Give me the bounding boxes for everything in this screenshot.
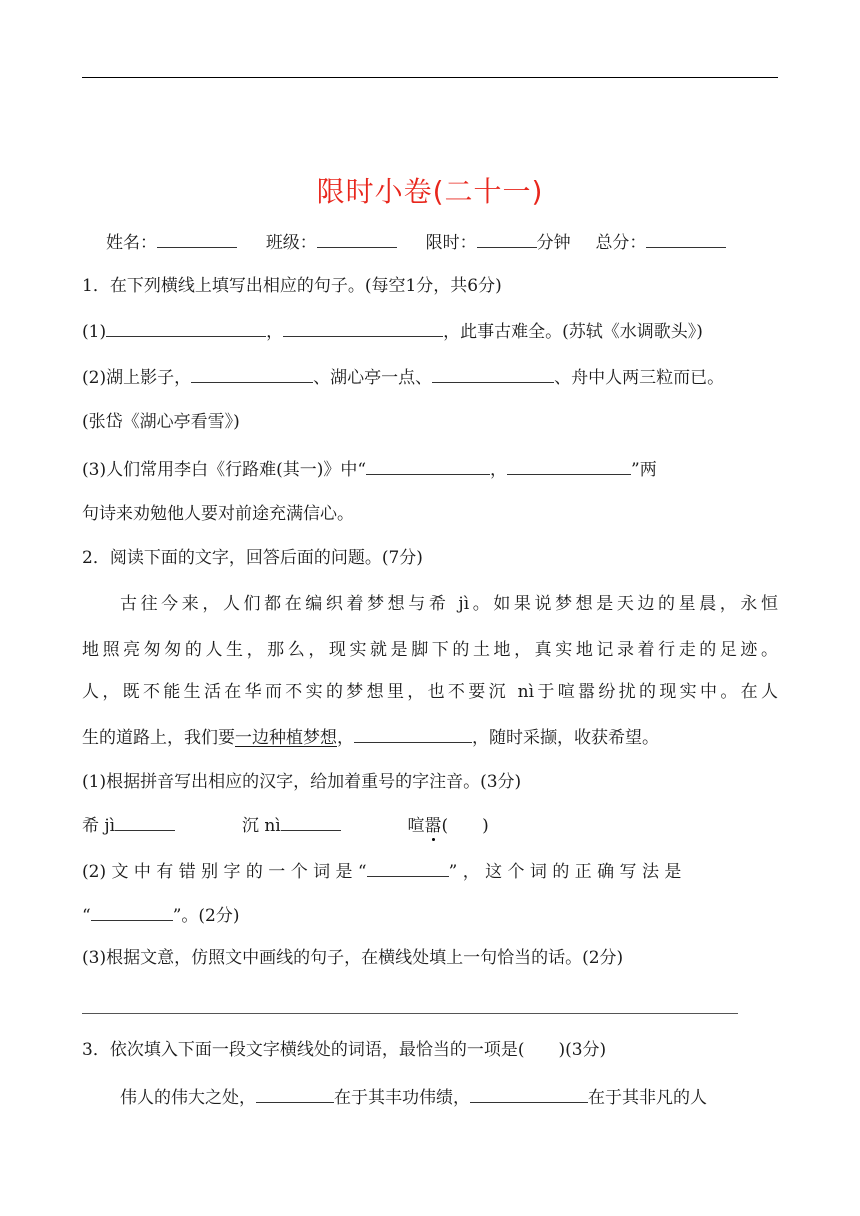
q2-sub1-items: 希 jì 沉 nì 喧嚣( ) — [82, 812, 778, 838]
time-label: 限时： — [425, 233, 477, 253]
score-label: 总分： — [595, 233, 647, 253]
q1-blank-1[interactable] — [106, 318, 266, 337]
q3-blank-1[interactable] — [256, 1084, 334, 1103]
q2-passage-line-1: 古往今来，人们都在编织着梦想与希 jì。如果说梦想是天边的星晨，永恒 — [120, 594, 778, 614]
q1-stem: 1．在下列横线上填写出相应的句子。(每空1分，共6分) — [82, 276, 502, 296]
q1-blank-5[interactable] — [366, 456, 490, 475]
q2-stem: 2．阅读下面的文字，回答后面的问题。(7分) — [82, 548, 423, 568]
q3-blank-2[interactable] — [470, 1084, 588, 1103]
time-unit: 分钟 — [536, 233, 571, 253]
q2-passage-blank[interactable] — [354, 724, 472, 743]
q1-item-2: (2)湖上影子， 、湖心亭一点、 、舟中人两三粒而已。 — [82, 364, 778, 390]
q2-sub2-line-1: (2) 文 中 有 错 别 字 的 一 个 词 是 “ ” ， 这 个 词 的 正 确 写 法 是 — [82, 858, 778, 884]
phonetic-parens[interactable]: ( ) — [441, 816, 489, 836]
name-field[interactable] — [157, 229, 237, 248]
q1-blank-4[interactable] — [432, 364, 554, 383]
q2-sub3-answer-line[interactable] — [82, 1013, 738, 1014]
student-info-row — [106, 229, 802, 255]
page-title: 限时小卷(二十一) — [316, 175, 544, 208]
pinyin-blank-ji[interactable] — [115, 812, 175, 831]
emphasized-char: 嚣 — [424, 816, 442, 836]
header-rule — [82, 77, 778, 78]
class-field[interactable] — [317, 229, 397, 248]
q2-passage-line-4: 生的道路上，我们要一边种植梦想， ，随时采撷，收获希望。 — [82, 724, 778, 750]
q1-blank-3[interactable] — [191, 364, 313, 383]
pinyin-item-ji: 希 jì — [82, 816, 116, 836]
q1-item-1: (1) ， ，此事古难全。(苏轼《水调歌头》) — [82, 318, 778, 344]
correct-word-blank[interactable] — [91, 902, 173, 921]
pinyin-blank-ni[interactable] — [281, 812, 341, 831]
q3-passage-line-1: 伟人的伟大之处， 在于其丰功伟绩， 在于其非凡的人 — [120, 1084, 816, 1110]
name-label: 姓名： — [106, 233, 157, 253]
q1-item-3: (3)人们常用李白《行路难(其一)》中“ ， ”两 — [82, 456, 778, 482]
q2-sub1-stem: (1)根据拼音写出相应的汉字，给加着重号的字注音。(3分) — [82, 772, 522, 792]
q2-sub3-stem: (3)根据文意，仿照文中画线的句子，在横线处填上一句恰当的话。(2分) — [82, 948, 624, 968]
pinyin-item-ni: 沉 nì — [241, 816, 281, 836]
q1-blank-2[interactable] — [283, 318, 443, 337]
q2-sub2-line-2: “ ”。(2分) — [82, 902, 778, 928]
q1-item-3-cont: 句诗来劝勉他人要对前途充满信心。 — [82, 504, 354, 524]
score-field[interactable] — [646, 229, 726, 248]
q1-blank-6[interactable] — [507, 456, 631, 475]
q2-passage-line-2: 地照亮匆匆的人生，那么，现实就是脚下的土地，真实地记录着行走的足迹。 — [82, 640, 778, 660]
q3-stem: 3．依次填入下面一段文字横线处的词语，最恰当的一项是( )(3分) — [82, 1040, 607, 1060]
q2-passage-line-3: 人，既不能生活在华而不实的梦想里，也不要沉 nì于喧嚣纷扰的现实中。在人 — [82, 682, 778, 702]
wrong-word-blank[interactable] — [367, 858, 449, 877]
underlined-sentence: 一边种植梦想 — [235, 728, 337, 748]
q1-item-2-source: (张岱《湖心亭看雪》) — [82, 412, 240, 432]
time-field[interactable] — [477, 229, 537, 248]
class-label: 班级： — [265, 233, 317, 253]
